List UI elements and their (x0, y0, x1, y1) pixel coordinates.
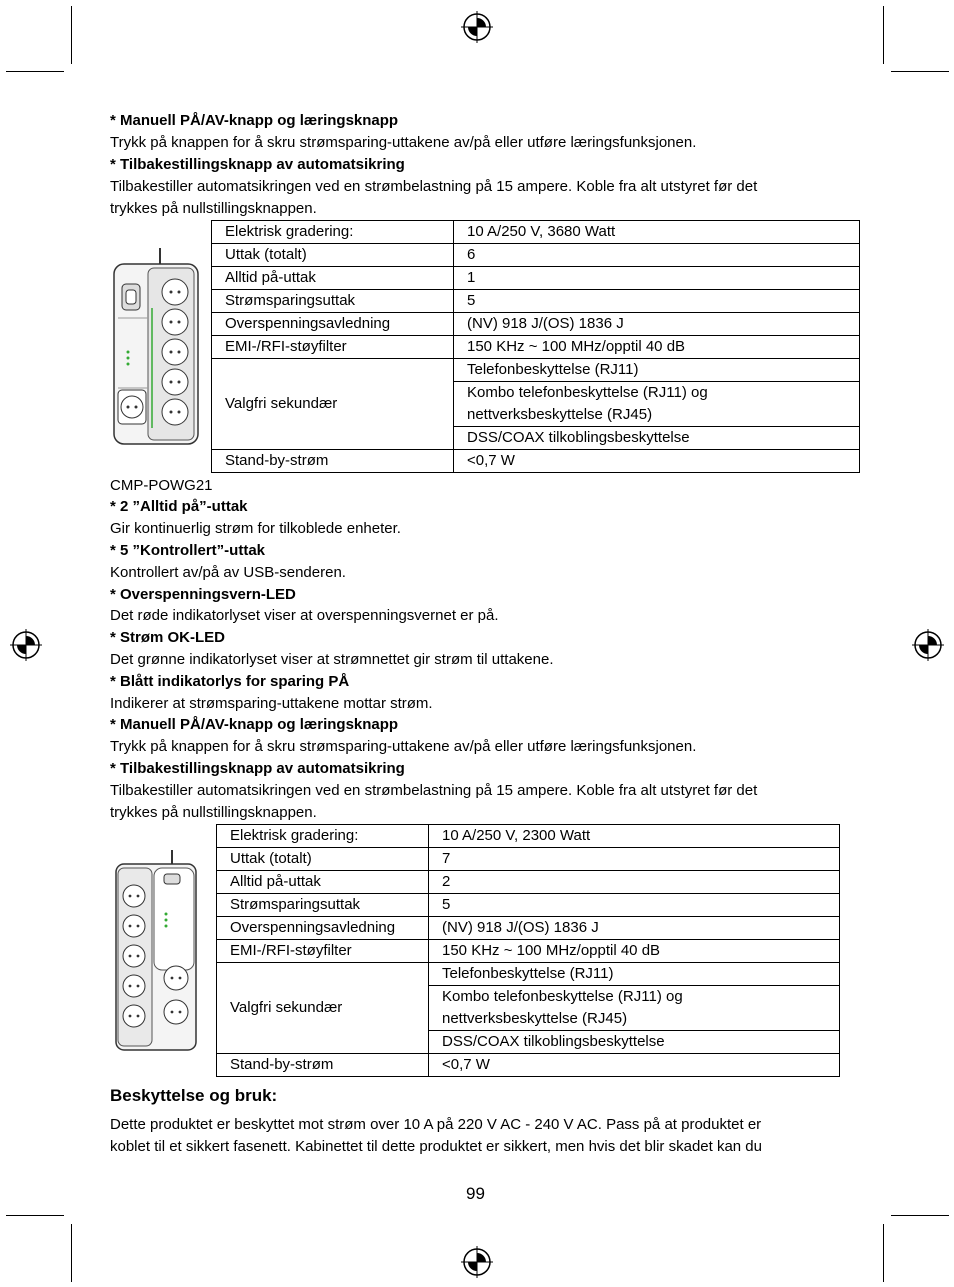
crop-mark (6, 1215, 64, 1216)
crop-mark (6, 71, 64, 72)
crop-mark (891, 71, 949, 72)
table-cell: Strømsparingsuttak (212, 290, 454, 313)
cell-line: nettverksbeskyttelse (RJ45) (442, 1010, 628, 1027)
table-cell: Telefonbeskyttelse (RJ11) (454, 359, 860, 382)
table-cell: Alltid på-uttak (212, 267, 454, 290)
crop-mark (883, 1224, 884, 1282)
table-row (217, 1054, 840, 1077)
table-cell: <0,7 W (454, 450, 860, 473)
section-text: Trykk på knappen for å skru strømsparing-uttakene av/på eller utføre læringsfunksjonen. (110, 134, 697, 151)
table-row (212, 221, 860, 244)
body-paragraph: Dette produktet er beskyttet mot strøm over 10 A på 220 V AC - 240 V AC. Pass på at produktet er (110, 1116, 762, 1133)
table-cell: Stand-by-strøm (212, 450, 454, 473)
table-row (217, 871, 840, 894)
crop-mark (883, 6, 884, 64)
section-text: trykkes på nullstillingsknappen. (110, 804, 317, 821)
section-heading: * Tilbakestillingsknapp av automatsikring (110, 156, 405, 173)
table-cell: Overspenningsavledning (212, 313, 454, 336)
table-cell: 150 KHz ~ 100 MHz/opptil 40 dB (429, 940, 840, 963)
registration-mark-icon (460, 10, 494, 44)
table-cell: 6 (454, 244, 860, 267)
table-cell: (NV) 918 J/(OS) 1836 J (454, 313, 860, 336)
table-cell: Elektrisk gradering: (217, 825, 429, 848)
section-text: Tilbakestiller automatsikringen ved en strømbelastning på 15 ampere. Koble fra alt utstyret før det (110, 178, 758, 195)
table-cell: 10 A/250 V, 3680 Watt (454, 221, 860, 244)
cell-line: Kombo telefonbeskyttelse (RJ11) og (467, 384, 708, 401)
table-cell: Uttak (totalt) (212, 244, 454, 267)
section-text: trykkes på nullstillingsknappen. (110, 200, 317, 217)
table-row (212, 290, 860, 313)
section-heading: * 2 ”Alltid på”-uttak (110, 498, 248, 515)
section-text: Det røde indikatorlyset viser at overspenningsvernet er på. (110, 607, 499, 624)
section-heading: * Overspenningsvern-LED (110, 586, 296, 603)
section-text: Tilbakestiller automatsikringen ved en strømbelastning på 15 ampere. Koble fra alt utstyret før det (110, 782, 758, 799)
spec-table (216, 824, 840, 1077)
table-cell (429, 986, 840, 1031)
body-paragraph: koblet til et sikkert fasenett. Kabinettet til dette produktet er sikkert, men hvis det blir skadet kan du (110, 1138, 762, 1155)
table-row (217, 848, 840, 871)
table-cell: Telefonbeskyttelse (RJ11) (429, 963, 840, 986)
table-cell: Elektrisk gradering: (212, 221, 454, 244)
table-cell: Valgfri sekundær (212, 359, 454, 450)
table-cell: 2 (429, 871, 840, 894)
table-row (212, 244, 860, 267)
section-heading: * Strøm OK-LED (110, 629, 226, 646)
table-cell: Overspenningsavledning (217, 917, 429, 940)
table-row (212, 313, 860, 336)
table-cell: <0,7 W (429, 1054, 840, 1077)
table-cell: 7 (429, 848, 840, 871)
registration-mark-icon (911, 628, 945, 662)
section-title: Beskyttelse og bruk: (110, 1086, 278, 1105)
table-row (212, 267, 860, 290)
spec-table (211, 220, 860, 473)
section-heading: * Blått indikatorlys for sparing PÅ (110, 673, 350, 690)
cell-line: Kombo telefonbeskyttelse (RJ11) og (442, 988, 683, 1005)
section-text: Trykk på knappen for å skru strømsparing-uttakene av/på eller utføre læringsfunksjonen. (110, 738, 697, 755)
crop-mark (891, 1215, 949, 1216)
table-row (217, 917, 840, 940)
section-text: Indikerer at strømsparing-uttakene mottar strøm. (110, 695, 433, 712)
table-row (217, 963, 840, 986)
section-heading: * Manuell PÅ/AV-knapp og læringsknapp (110, 716, 399, 733)
table-cell: DSS/COAX tilkoblingsbeskyttelse (454, 427, 860, 450)
crop-mark (71, 6, 72, 64)
table-row (217, 825, 840, 848)
power-strip-illustration-icon (112, 850, 198, 1054)
section-heading: * 5 ”Kontrollert”-uttak (110, 542, 266, 559)
registration-mark-icon (9, 628, 43, 662)
table-row (212, 359, 860, 382)
section-text: Det grønne indikatorlyset viser at strømnettet gir strøm til uttakene. (110, 651, 554, 668)
table-cell: 150 KHz ~ 100 MHz/opptil 40 dB (454, 336, 860, 359)
table-cell: Stand-by-strøm (217, 1054, 429, 1077)
table-cell (454, 382, 860, 427)
table-cell: 10 A/250 V, 2300 Watt (429, 825, 840, 848)
power-strip-illustration-icon (112, 248, 200, 448)
table-cell: (NV) 918 J/(OS) 1836 J (429, 917, 840, 940)
registration-mark-icon (460, 1245, 494, 1279)
section-heading: * Manuell PÅ/AV-knapp og læringsknapp (110, 112, 399, 129)
table-row (217, 940, 840, 963)
crop-mark (71, 1224, 72, 1282)
table-row (212, 450, 860, 473)
section-text: Gir kontinuerlig strøm for tilkoblede enheter. (110, 520, 401, 537)
section-text: Kontrollert av/på av USB-senderen. (110, 564, 346, 581)
table-cell: EMI-/RFI-støyfilter (217, 940, 429, 963)
section-heading: * Tilbakestillingsknapp av automatsikring (110, 760, 405, 777)
table-cell: DSS/COAX tilkoblingsbeskyttelse (429, 1031, 840, 1054)
table-cell: 1 (454, 267, 860, 290)
table-cell: EMI-/RFI-støyfilter (212, 336, 454, 359)
table-cell: Alltid på-uttak (217, 871, 429, 894)
page-number: 99 (466, 1184, 485, 1203)
table-cell: Valgfri sekundær (217, 963, 429, 1054)
table-row (217, 894, 840, 917)
model-number: CMP-POWG21 (110, 477, 213, 494)
table-row (212, 336, 860, 359)
table-cell: Uttak (totalt) (217, 848, 429, 871)
table-cell: 5 (429, 894, 840, 917)
table-cell: 5 (454, 290, 860, 313)
cell-line: nettverksbeskyttelse (RJ45) (467, 406, 653, 423)
table-cell: Strømsparingsuttak (217, 894, 429, 917)
